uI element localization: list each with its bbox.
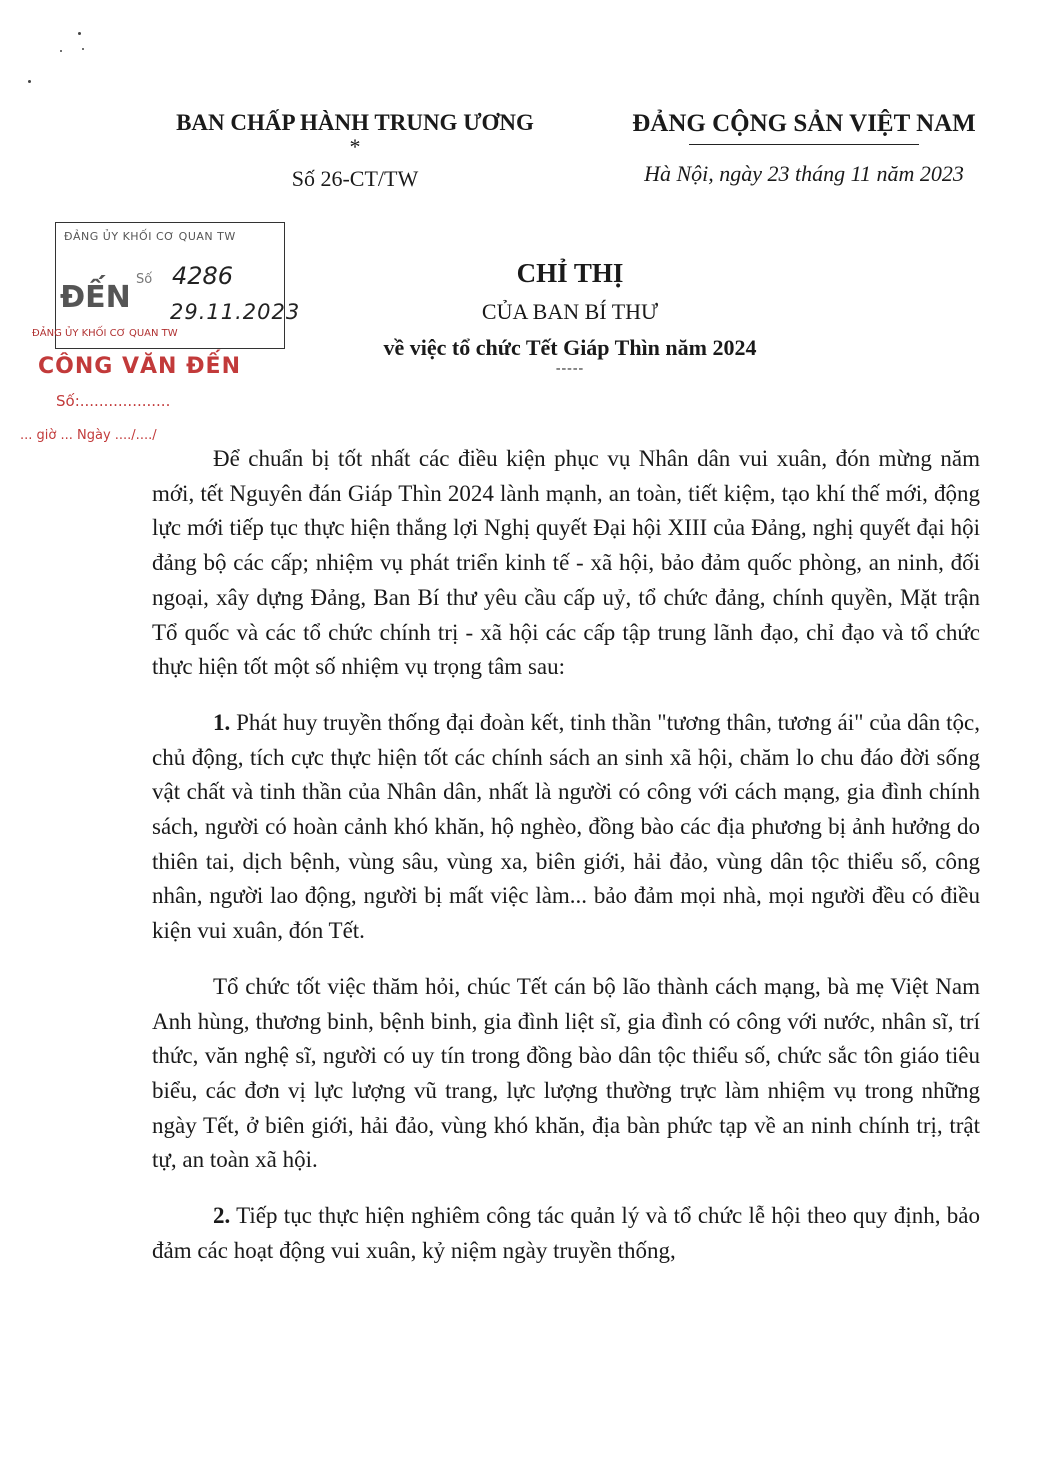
stamp-top-text: ĐẢNG ỦY KHỐI CƠ QUAN TW [64, 230, 236, 243]
stamp-so-label: Số [136, 272, 153, 287]
party-header [600, 110, 1008, 187]
document-body [152, 442, 980, 1268]
incoming-document-stamp-title: CÔNG VĂN ĐẾN [38, 354, 241, 379]
document-title-block [300, 258, 840, 377]
stamp-den-label: ĐẾN [60, 280, 131, 315]
issuing-body-name: BAN CHẤP HÀNH TRUNG ƯƠNG [176, 110, 534, 135]
stamp-handwritten-date: 29.11.2023 [170, 300, 301, 324]
party-underline [689, 144, 919, 145]
scan-speck [78, 32, 81, 35]
document-number: Số 26-CT/TW [291, 166, 419, 191]
item-2-text: Tiếp tục thực hiện nghiêm công tác quản lý và tổ chức lễ hội theo quy định, bảo đảm các hoạt động vui xuân, kỷ niệm ngày truyền thống, [152, 1203, 981, 1263]
document-type-title: CHỈ THỊ [516, 258, 624, 288]
item-1-second-paragraph: Tổ chức tốt việc thăm hỏi, chúc Tết cán bộ lão thành cách mạng, bà mẹ Việt Nam Anh hùng, thương binh, bệnh binh, gia đình liệt sĩ, gia đình có công với nước, nhân sĩ, trí thức, văn nghệ sĩ, người có uy tín trong đồng bào dân tộc thiểu số, chức sắc tôn giáo tiêu biểu, các đơn vị lực lượng vũ trang, lực lượng thường trực làm nhiệm vụ trong những ngày Tết, ở biên giới, hải đảo, vùng khó khăn, địa bàn phức tạp về an ninh chính trị, trật tự, an toàn xã hội. [152, 973, 980, 1173]
scan-speck [28, 80, 31, 83]
document-subject: về việc tổ chức Tết Giáp Thìn năm 2024 [383, 335, 757, 360]
title-divider: ----- [555, 361, 585, 376]
item-1-text: Phát huy truyền thống đại đoàn kết, tinh thần "tương thân, tương ái" của dân tộc, chủ động, tích cực thực hiện tốt các chính sách an sinh xã hội, chăm lo chu đáo đời sống vật chất và tinh thần của Nhân dân, nhất là người có công với cách mạng, gia đình chính sách, người có hoàn cảnh khó khăn, hộ nghèo, đồng bào các địa phương bị ảnh hưởng do thiên tai, dịch bệnh, vùng sâu, vùng xa, biên giới, hải đảo, vùng dân tộc thiểu số, công nhân, người lao động, người bị mất việc làm... bảo đảm mọi nhà, mọi người đều có điều kiện vui xuân, đón Tết. [152, 709, 980, 944]
item-1-paragraph [152, 706, 980, 949]
item-1-number: 1. [213, 709, 231, 735]
stamp-handwritten-number: 4286 [172, 262, 234, 290]
party-name: ĐẢNG CỘNG SẢN VIỆT NAM [632, 110, 976, 137]
incoming-document-time-line: ... giờ ... Ngày ..../..../ [20, 428, 157, 443]
item-2-paragraph [152, 1199, 980, 1268]
document-issuer: CỦA BAN BÍ THƯ [481, 299, 659, 324]
document-date: Hà Nội, ngày 23 tháng 11 năm 2023 [644, 161, 964, 186]
scan-speck [60, 50, 62, 52]
intro-paragraph: Để chuẩn bị tốt nhất các điều kiện phục vụ Nhân dân vui xuân, đón mừng năm mới, tết Nguyên đán Giáp Thìn 2024 lành mạnh, an toàn, tiết kiệm, tạo khí thế mới, động lực mới tiếp tục thực hiện thắng lợi Nghị quyết Đại hội XIII của Đảng, nghị quyết đại hội đảng bộ các cấp; nhiệm vụ phát triển kinh tế - xã hội, bảo đảm quốc phòng, an ninh, đối ngoại, xây dựng Đảng, Ban Bí thư yêu cầu cấp uỷ, tổ chức đảng, chính quyền, Mặt trận Tổ quốc và các tổ chức chính trị - xã hội các cấp tập trung lãnh đạo, chỉ đạo và tổ chức thực hiện tốt một số nhiệm vụ trọng tâm sau: [152, 446, 980, 680]
issuing-body-header [130, 110, 580, 192]
incoming-document-number-line: Số:................... [56, 392, 171, 410]
scan-speck [82, 48, 84, 50]
stamp-small-text: ĐẢNG ỦY KHỐI CƠ QUAN TW [32, 328, 178, 339]
item-2-number: 2. [213, 1203, 231, 1229]
header-star: * [349, 134, 361, 159]
